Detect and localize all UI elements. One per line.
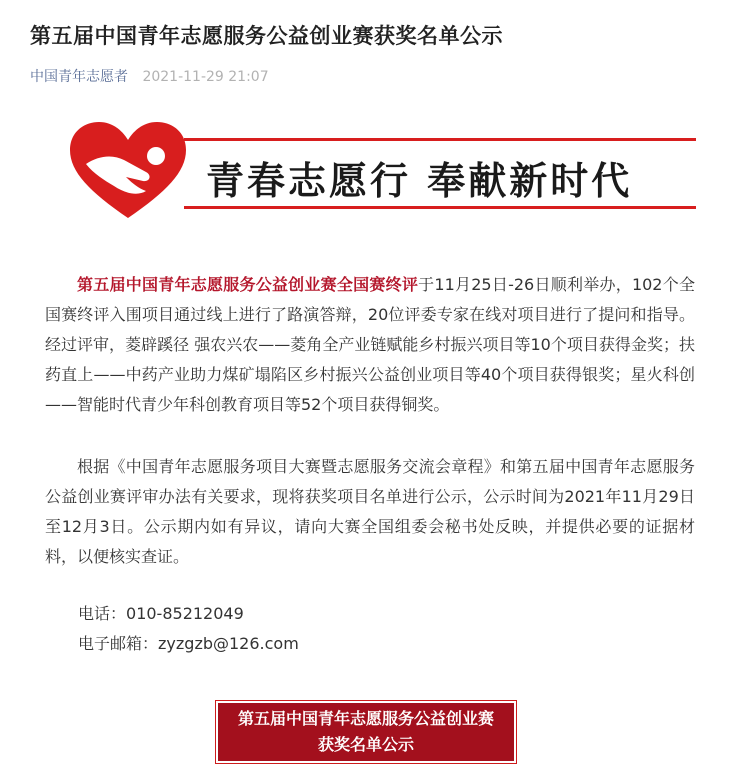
phone-label: 电话： <box>78 604 127 623</box>
paragraph-results <box>45 270 695 420</box>
publish-date: 2021-11-29 21:07 <box>142 69 269 85</box>
award-list-button-line1: 第五届中国青年志愿服务公益创业赛 <box>237 709 494 728</box>
slogan-banner <box>68 112 704 230</box>
volunteer-heart-icon <box>68 120 188 222</box>
article-meta <box>30 66 269 86</box>
email-value: zyzgzb@126.com <box>158 634 299 653</box>
author-link[interactable]: 中国青年志愿者 <box>30 69 128 85</box>
banner-top-rule <box>184 138 696 141</box>
award-list-button-line2: 获奖名单公示 <box>317 735 414 754</box>
banner-bottom-rule <box>184 206 696 209</box>
banner-slogan: 青春志愿行 奉献新时代 <box>206 158 633 203</box>
contact-email <box>78 631 299 654</box>
paragraph-notice: 根据《中国青年志愿服务项目大赛暨志愿服务交流会章程》和第五届中国青年志愿服务公益创业赛评审办法有关要求，现将获奖项目名单进行公示，公示时间为2021年11月29日至12月3日。公示期内如有异议，请向大赛全国组委会秘书处反映，并提供必要的证据材料，以便核实查证。 <box>45 457 695 566</box>
event-name-highlight: 第五届中国青年志愿服务公益创业赛全国赛终评 <box>77 275 419 294</box>
award-list-button-face[interactable] <box>218 703 514 761</box>
phone-value: 010-85212049 <box>126 604 244 623</box>
article-title: 第五届中国青年志愿服务公益创业赛获奖名单公示 <box>30 24 503 48</box>
email-label: 电子邮箱： <box>78 634 159 653</box>
paragraph-results-text: 于11月25日-26日顺利举办，102个全国赛终评入围项目通过线上进行了路演答辩，20位评委专家在线对项目进行了提问和指导。经过评审，菱辟蹊径 强农兴农——菱角全产业链赋能乡村振兴项目等10个项目获得金奖；扶药直上——中药产业助力煤矿塌陷区乡村振兴公益创业项目等40个项目获得银奖；星火科创——智能时代青少年科创教育项目等52个项目获得铜奖。 <box>45 275 695 414</box>
contact-phone <box>78 601 244 624</box>
award-list-button[interactable] <box>215 700 517 764</box>
